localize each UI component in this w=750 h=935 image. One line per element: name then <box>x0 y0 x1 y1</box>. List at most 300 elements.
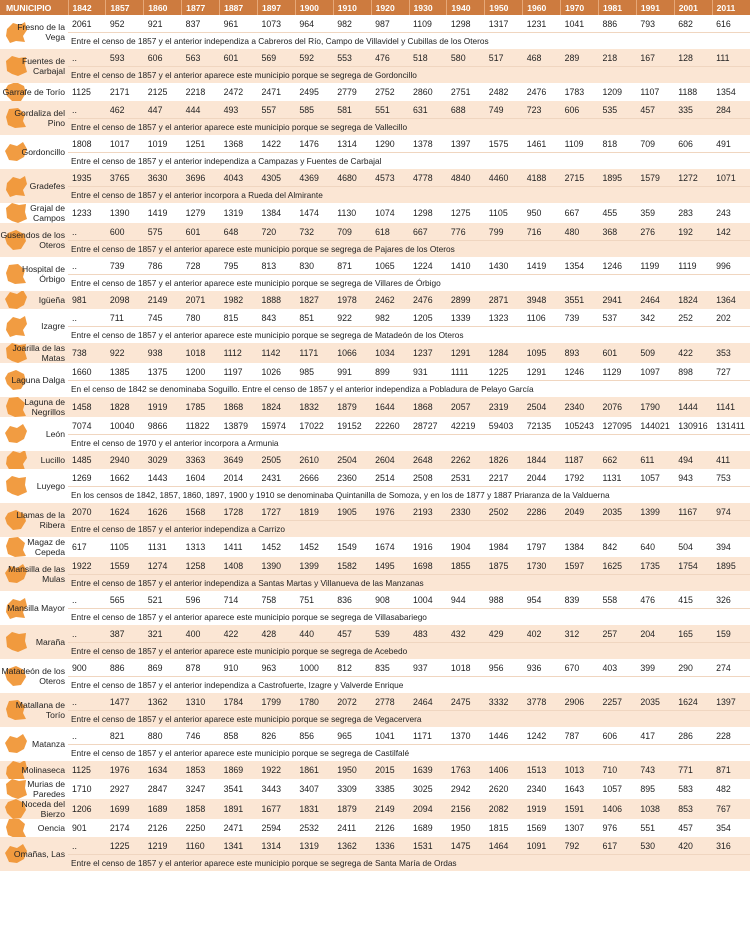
note-row <box>0 327 750 344</box>
population-value: 480 <box>561 223 599 241</box>
table-row <box>0 15 750 33</box>
population-value: 1639 <box>409 761 447 779</box>
population-value: 601 <box>182 223 220 241</box>
population-value: 1444 <box>674 397 712 417</box>
population-value: 869 <box>144 659 182 677</box>
table-row <box>0 591 750 609</box>
population-value: 1855 <box>447 557 485 575</box>
census-note: Entre el censo de 1857 y el anterior aparece este municipio porque se segrega de Santa María de Ordas <box>68 855 750 872</box>
population-value: 1634 <box>144 761 182 779</box>
population-value: 1224 <box>409 257 447 275</box>
municipio-cell <box>0 223 68 257</box>
population-value: 826 <box>257 727 295 745</box>
table-row <box>0 727 750 745</box>
municipio-cell <box>0 291 68 309</box>
municipio-name: Gordoncillo <box>21 147 65 157</box>
population-value: 2779 <box>333 83 371 101</box>
population-value: 428 <box>257 625 295 643</box>
population-value: 987 <box>371 15 409 33</box>
population-value: 585 <box>295 101 333 119</box>
population-value: 2471 <box>257 83 295 101</box>
population-value: 284 <box>712 101 750 119</box>
note-row <box>0 521 750 538</box>
population-value: 1290 <box>371 135 409 153</box>
population-value: 1452 <box>295 537 333 557</box>
population-value: 2061 <box>68 15 106 33</box>
note-row <box>0 643 750 660</box>
population-value: 2778 <box>371 693 409 711</box>
population-value: 252 <box>674 309 712 327</box>
population-value: 1057 <box>598 779 636 799</box>
population-value: 2098 <box>106 291 144 309</box>
population-value: 976 <box>598 819 636 837</box>
municipio-cell <box>0 83 68 101</box>
population-value: 1875 <box>485 557 523 575</box>
header-municipio: MUNICIPIO <box>0 0 68 15</box>
population-value: 128 <box>674 49 712 67</box>
population-value: 1891 <box>220 799 258 819</box>
population-value: 956 <box>485 659 523 677</box>
population-value: 1824 <box>674 291 712 309</box>
census-note: En el censo de 1842 se denominaba Soguillo. Entre el censo de 1857 y el anterior independiza a Pobladura de Pelayo García <box>68 381 750 398</box>
population-value: 326 <box>712 591 750 609</box>
population-value: 353 <box>712 343 750 363</box>
population-value: 1034 <box>371 343 409 363</box>
population-value: 839 <box>561 591 599 609</box>
population-value: 111 <box>712 49 750 67</box>
population-value: 1982 <box>220 291 258 309</box>
population-value: 1397 <box>712 693 750 711</box>
population-value: 982 <box>333 15 371 33</box>
population-value: 1531 <box>409 837 447 855</box>
population-value: 22260 <box>371 417 409 435</box>
population-value: 1978 <box>333 291 371 309</box>
population-value: 440 <box>295 625 333 643</box>
population-value: 667 <box>409 223 447 241</box>
population-value: 131411 <box>712 417 750 435</box>
population-value: 1399 <box>295 557 333 575</box>
table-row <box>0 223 750 241</box>
table-row <box>0 203 750 223</box>
population-value: 3025 <box>409 779 447 799</box>
population-value: 950 <box>523 203 561 223</box>
population-value: 2476 <box>523 83 561 101</box>
municipio-cell <box>0 363 68 397</box>
population-value: 1269 <box>68 469 106 487</box>
note-row <box>0 609 750 626</box>
population-value: 3541 <box>220 779 258 799</box>
census-note: Entre el censo de 1857 y el anterior aparece este municipio porque se segrega de Pajares de los Oteros <box>68 241 750 258</box>
population-value: 2604 <box>371 451 409 469</box>
population-value: 342 <box>636 309 674 327</box>
population-value: 1624 <box>106 503 144 521</box>
population-value: 767 <box>712 799 750 819</box>
population-value: 4778 <box>409 169 447 187</box>
population-value: 286 <box>674 727 712 745</box>
population-value: 2476 <box>409 291 447 309</box>
header-year: 1950 <box>485 0 523 15</box>
population-value: 228 <box>712 727 750 745</box>
population-value: 4680 <box>333 169 371 187</box>
population-value: 2171 <box>106 83 144 101</box>
population-value: 354 <box>712 819 750 837</box>
census-note: Entre el censo de 1970 y el anterior incorpora a Armunia <box>68 435 750 452</box>
population-value: 853 <box>674 799 712 819</box>
population-value: 851 <box>295 309 333 327</box>
population-value: 3649 <box>220 451 258 469</box>
population-value: 1041 <box>561 15 599 33</box>
population-value: 667 <box>561 203 599 223</box>
population-value: 2257 <box>598 693 636 711</box>
population-value: 1495 <box>371 557 409 575</box>
municipio-cell <box>0 397 68 417</box>
population-value: 2860 <box>409 83 447 101</box>
census-note: Entre el censo de 1857 y el anterior independiza a Cabreros del Río, Campo de Villavidel y Cubillas de los Oteros <box>68 33 750 50</box>
municipio-name: Noceda del Bierzo <box>21 799 65 819</box>
municipio-name: Laguna de Negrillos <box>24 397 65 417</box>
population-value: 1919 <box>144 397 182 417</box>
population-value: 1446 <box>485 727 523 745</box>
municipio-cell <box>0 799 68 819</box>
note-row <box>0 487 750 504</box>
header-year: 1910 <box>333 0 371 15</box>
table-row <box>0 363 750 381</box>
population-value: 1111 <box>447 363 485 381</box>
population-value: 732 <box>295 223 333 241</box>
population-value: 2847 <box>144 779 182 799</box>
population-value: 290 <box>674 659 712 677</box>
population-value: 709 <box>333 223 371 241</box>
header-year: 1930 <box>409 0 447 15</box>
note-row <box>0 187 750 204</box>
municipio-name: Izagre <box>41 321 65 331</box>
population-value: 1314 <box>257 837 295 855</box>
population-value: 738 <box>68 343 106 363</box>
table-row <box>0 257 750 275</box>
population-value: 1246 <box>598 257 636 275</box>
population-value: 2940 <box>106 451 144 469</box>
municipio-cell <box>0 257 68 291</box>
population-value: 1827 <box>295 291 333 309</box>
municipio-name: Lucillo <box>40 455 65 465</box>
municipio-cell <box>0 15 68 49</box>
population-value: 965 <box>333 727 371 745</box>
table-row <box>0 819 750 837</box>
census-note: Entre el censo de 1857 y el anterior aparece este municipio porque se segrega de Vallecillo <box>68 119 750 136</box>
population-value: 403 <box>598 659 636 677</box>
population-value: 606 <box>598 727 636 745</box>
population-value: 974 <box>712 503 750 521</box>
population-value: 1660 <box>68 363 106 381</box>
population-value: 1209 <box>598 83 636 101</box>
population-value: 1026 <box>257 363 295 381</box>
header-year: 1940 <box>447 0 485 15</box>
population-value: 553 <box>333 49 371 67</box>
population-value: 792 <box>561 837 599 855</box>
population-value: 483 <box>409 625 447 643</box>
population-value: 1858 <box>182 799 220 819</box>
municipio-name: Gordaliza del Pino <box>14 108 65 128</box>
population-value: 2286 <box>523 503 561 521</box>
population-value: 1674 <box>371 537 409 557</box>
population-value: 1763 <box>447 761 485 779</box>
population-value: 1237 <box>409 343 447 363</box>
population-value: 795 <box>220 257 258 275</box>
population-value: 3332 <box>485 693 523 711</box>
table-row <box>0 625 750 643</box>
population-value: 2218 <box>182 83 220 101</box>
population-value: 670 <box>561 659 599 677</box>
note-row <box>0 275 750 292</box>
table-row <box>0 779 750 799</box>
population-value: 518 <box>409 49 447 67</box>
note-row <box>0 745 750 762</box>
population-value: 1785 <box>182 397 220 417</box>
municipio-name: Laguna Dalga <box>11 375 65 385</box>
population-value: 1275 <box>447 203 485 223</box>
population-value: 2035 <box>636 693 674 711</box>
table-row <box>0 169 750 187</box>
population-value: 745 <box>144 309 182 327</box>
population-value: 1643 <box>561 779 599 799</box>
population-value: 1307 <box>561 819 599 837</box>
population-value: 2049 <box>561 503 599 521</box>
population-value: 1205 <box>409 309 447 327</box>
population-value: 1419 <box>523 257 561 275</box>
population-value: 1861 <box>295 761 333 779</box>
population-value: 688 <box>447 101 485 119</box>
population-value: 1826 <box>485 451 523 469</box>
population-value: 1298 <box>447 15 485 33</box>
header-year: 1842 <box>68 0 106 15</box>
population-value: 1815 <box>485 819 523 837</box>
population-value: 1869 <box>220 761 258 779</box>
note-row <box>0 575 750 592</box>
population-value: 1385 <box>106 363 144 381</box>
population-value: 1579 <box>636 169 674 187</box>
population-value: 1513 <box>523 761 561 779</box>
population-value: 462 <box>106 101 144 119</box>
population-value: 921 <box>144 15 182 33</box>
population-value: 1095 <box>523 343 561 363</box>
population-value: 1790 <box>636 397 674 417</box>
population-value: 468 <box>523 49 561 67</box>
population-value: 2666 <box>295 469 333 487</box>
table-row <box>0 309 750 327</box>
population-value: 1919 <box>523 799 561 819</box>
population-value: 257 <box>598 625 636 643</box>
municipio-name: Hospital de Órbigo <box>22 264 65 284</box>
population-value: 3385 <box>371 779 409 799</box>
population-value: 618 <box>371 223 409 241</box>
population-value: 1107 <box>636 83 674 101</box>
population-value: 2752 <box>371 83 409 101</box>
header-year: 1887 <box>220 0 258 15</box>
population-value: 2482 <box>485 83 523 101</box>
table-row <box>0 503 750 521</box>
population-value: .. <box>68 101 106 119</box>
population-value: 2531 <box>447 469 485 487</box>
population-value: 1730 <box>523 557 561 575</box>
population-value: 11822 <box>182 417 220 435</box>
population-value: 2610 <box>295 451 333 469</box>
municipio-name: Oencia <box>37 823 65 833</box>
population-value: 1362 <box>333 837 371 855</box>
population-value: 2871 <box>485 291 523 309</box>
population-value: 1461 <box>523 135 561 153</box>
population-value: 1130 <box>333 203 371 223</box>
population-value: 1041 <box>371 727 409 745</box>
population-value: 2149 <box>144 291 182 309</box>
population-value: 59403 <box>485 417 523 435</box>
population-value: 1780 <box>295 693 333 711</box>
population-value: 837 <box>182 15 220 33</box>
population-value: 2094 <box>409 799 447 819</box>
population-value: 842 <box>598 537 636 557</box>
population-value: 1569 <box>523 819 561 837</box>
population-value: 2464 <box>636 291 674 309</box>
table-row <box>0 291 750 309</box>
population-value: 2941 <box>598 291 636 309</box>
population-value: 444 <box>182 101 220 119</box>
population-value: 4369 <box>295 169 333 187</box>
population-value: 1828 <box>106 397 144 417</box>
municipio-name: Magaz de Cepeda <box>27 537 65 557</box>
table-row <box>0 397 750 417</box>
population-value: 793 <box>636 15 674 33</box>
population-value: 144021 <box>636 417 674 435</box>
header-year: 1857 <box>106 0 144 15</box>
header-year: 1970 <box>561 0 599 15</box>
population-value: 818 <box>598 135 636 153</box>
population-value: 1783 <box>561 83 599 101</box>
population-value: 600 <box>106 223 144 241</box>
population-value: 886 <box>598 15 636 33</box>
population-value: 4305 <box>257 169 295 187</box>
population-value: 964 <box>295 15 333 33</box>
population-value: 2594 <box>257 819 295 837</box>
population-value: 2505 <box>257 451 295 469</box>
table-row <box>0 799 750 819</box>
population-value: 2340 <box>523 779 561 799</box>
population-value: 2906 <box>561 693 599 711</box>
population-value: .. <box>68 257 106 275</box>
population-value: 4043 <box>220 169 258 187</box>
population-value: 1362 <box>144 693 182 711</box>
population-value: 2472 <box>220 83 258 101</box>
table-row <box>0 761 750 779</box>
population-value: 1799 <box>257 693 295 711</box>
population-value: 3029 <box>144 451 182 469</box>
municipio-cell <box>0 819 68 837</box>
population-value: 1018 <box>447 659 485 677</box>
population-value: 2899 <box>447 291 485 309</box>
population-value: .. <box>68 837 106 855</box>
population-value: 1390 <box>106 203 144 223</box>
population-value: 1879 <box>333 799 371 819</box>
population-value: 1559 <box>106 557 144 575</box>
population-value: 551 <box>636 819 674 837</box>
population-value: 1832 <box>295 397 333 417</box>
population-value: 1408 <box>220 557 258 575</box>
header-row <box>0 0 750 15</box>
population-value: 276 <box>636 223 674 241</box>
municipio-cell <box>0 203 68 223</box>
population-value: 1397 <box>447 135 485 153</box>
population-value: 415 <box>674 591 712 609</box>
population-value: 1364 <box>712 291 750 309</box>
population-value: 981 <box>68 291 106 309</box>
population-value: 1895 <box>712 557 750 575</box>
population-value: 2156 <box>447 799 485 819</box>
population-value: 1291 <box>447 343 485 363</box>
population-value: 563 <box>182 49 220 67</box>
population-value: 7074 <box>68 417 106 435</box>
population-value: 751 <box>295 591 333 609</box>
municipio-name: Matadeón de los Oteros <box>1 666 65 686</box>
population-value: 1317 <box>485 15 523 33</box>
population-value: 13879 <box>220 417 258 435</box>
population-value: 1019 <box>144 135 182 153</box>
population-value: 1727 <box>257 503 295 521</box>
population-value: 387 <box>106 625 144 643</box>
population-value: 1922 <box>257 761 295 779</box>
municipio-name: León <box>45 429 65 439</box>
census-note: Entre el censo de 1857 y el anterior aparece este municipio porque se segrega de Matadeón de los Oteros <box>68 327 750 344</box>
population-value: 1422 <box>257 135 295 153</box>
census-note: Entre el censo de 1857 y el anterior aparece este municipio porque se segrega de Villasabariego <box>68 609 750 626</box>
population-value: 1474 <box>295 203 333 223</box>
population-value: 1797 <box>523 537 561 557</box>
population-value: 457 <box>636 101 674 119</box>
population-value: 991 <box>333 363 371 381</box>
population-value: 898 <box>674 363 712 381</box>
population-value: 1808 <box>68 135 106 153</box>
population-value: 1187 <box>561 451 599 469</box>
population-value: 2475 <box>447 693 485 711</box>
municipio-cell <box>0 49 68 83</box>
population-value: 2532 <box>295 819 333 837</box>
population-value: 15974 <box>257 417 295 435</box>
population-value: 1689 <box>409 819 447 837</box>
table-row <box>0 83 750 101</box>
population-value: 1792 <box>561 469 599 487</box>
population-value: 1131 <box>598 469 636 487</box>
population-value: 1410 <box>447 257 485 275</box>
population-value: 2174 <box>106 819 144 837</box>
population-value: 1895 <box>598 169 636 187</box>
population-value: 1549 <box>333 537 371 557</box>
population-value: 815 <box>220 309 258 327</box>
population-value: 1167 <box>674 503 712 521</box>
table-row <box>0 693 750 711</box>
census-note: Entre el censo de 1857 y el anterior aparece este municipio porque se segrega de Vegacervera <box>68 711 750 728</box>
population-value: 631 <box>409 101 447 119</box>
population-value: 28727 <box>409 417 447 435</box>
population-value: 1129 <box>598 363 636 381</box>
population-value: 558 <box>598 591 636 609</box>
municipio-name: Llamas de la Ribera <box>16 510 65 530</box>
population-value: 1475 <box>447 837 485 855</box>
population-value: 2044 <box>523 469 561 487</box>
population-value: 1626 <box>144 503 182 521</box>
population-value: 551 <box>371 101 409 119</box>
population-value: 581 <box>333 101 371 119</box>
municipio-name: Fresno de la Vega <box>17 22 65 42</box>
population-value: 952 <box>106 15 144 33</box>
population-value: 394 <box>712 537 750 557</box>
population-value: 1922 <box>68 557 106 575</box>
